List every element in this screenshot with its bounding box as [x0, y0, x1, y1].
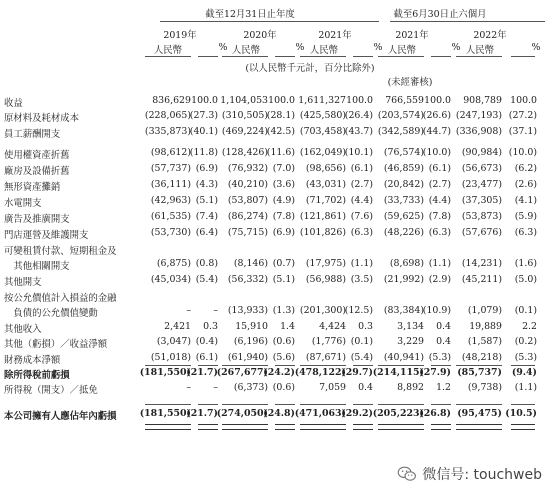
cell-percent: (2.7) — [428, 179, 451, 190]
total-double-rule — [353, 424, 373, 430]
row-label: 所得稅（開支）／抵免 — [4, 385, 98, 396]
cell-percent: 0.4 — [358, 382, 373, 393]
subtotal-rule — [300, 365, 346, 366]
row-label: 可變租賃付款、短期租金及 — [4, 246, 117, 257]
cell-amount: (6,875) — [156, 258, 191, 269]
year-2021-half: 2021年 — [395, 30, 429, 41]
cell-amount: (57,676) — [461, 227, 502, 238]
cell-amount: (471,063) — [294, 408, 346, 419]
cell-percent: (12.5) — [344, 305, 373, 316]
cell-amount: (53,807) — [227, 195, 268, 206]
row-label: 廠房及設備折舊 — [4, 166, 70, 177]
cell-percent: (1.1) — [350, 258, 373, 269]
cell-percent: (29.2) — [341, 408, 373, 419]
cell-percent: (5.4) — [195, 274, 218, 285]
cell-amount: 766,559 — [385, 95, 424, 106]
total-rule — [511, 404, 535, 405]
cell-amount: (48,218) — [461, 352, 502, 363]
total-rule — [145, 404, 191, 405]
cell-percent: (44.7) — [422, 126, 451, 137]
cell-percent: 0.4 — [436, 321, 451, 332]
cell-amount: (181,550) — [139, 408, 191, 419]
cell-percent: (4.1) — [514, 195, 537, 206]
cell-amount: (1,776) — [311, 336, 346, 347]
cell-amount: 3,134 — [397, 321, 424, 332]
cell-amount: (3,047) — [156, 336, 191, 347]
cell-amount: (61,940) — [227, 352, 268, 363]
cell-amount: (75,715) — [227, 227, 268, 238]
cell-percent: (6.1) — [428, 163, 451, 174]
cell-percent: (6.1) — [350, 163, 373, 174]
wechat-icon — [397, 466, 417, 482]
cell-percent: (4.4) — [350, 195, 373, 206]
cell-amount: 4,424 — [319, 321, 346, 332]
cell-amount: (14,231) — [461, 258, 502, 269]
total-rule — [431, 404, 451, 405]
col-rule-2 — [198, 56, 218, 57]
total-double-rule — [198, 424, 218, 430]
cell-amount: (46,859) — [383, 163, 424, 174]
cell-percent: (6.1) — [195, 352, 218, 363]
total-double-rule — [378, 424, 424, 430]
cell-percent: 0.3 — [203, 321, 218, 332]
currency-2020: 人民幣 — [231, 45, 261, 56]
total-rule — [198, 404, 218, 405]
cell-percent: (9.4) — [511, 367, 537, 378]
cell-percent: (24.8) — [263, 408, 295, 419]
cell-percent: (0.6) — [272, 336, 295, 347]
cell-percent: (0.6) — [272, 382, 295, 393]
watermark — [397, 464, 542, 484]
cell-amount: (71,702) — [305, 195, 346, 206]
cell-percent: 100.0 — [191, 95, 218, 106]
cell-percent: (5.4) — [350, 352, 373, 363]
cell-amount: (87,671) — [305, 352, 346, 363]
cell-amount: (53,730) — [150, 227, 191, 238]
total-double-rule — [431, 424, 451, 430]
cell-percent: (26.8) — [419, 408, 451, 419]
row-label: 其他收入 — [4, 324, 42, 335]
col-rule-7 — [378, 56, 424, 57]
cell-percent: (5.6) — [272, 352, 295, 363]
cell-amount: (42,963) — [150, 195, 191, 206]
cell-amount: (20,842) — [383, 179, 424, 190]
cell-percent: (5.1) — [272, 274, 295, 285]
total-double-rule — [300, 424, 346, 430]
year-2021: 2021年 — [318, 30, 352, 41]
cell-percent: 100.0 — [346, 95, 373, 106]
cell-percent: (37.1) — [508, 126, 537, 137]
cell-percent: (0.4) — [195, 336, 218, 347]
cell-amount: (214,115) — [372, 367, 424, 378]
total-double-rule — [511, 424, 535, 430]
row-label: 無形資產攤銷 — [4, 182, 61, 193]
total-double-rule — [145, 424, 191, 430]
cell-amount: (57,737) — [150, 163, 191, 174]
cell-amount: 8,892 — [397, 382, 424, 393]
cell-percent: (11.8) — [189, 147, 218, 158]
cell-percent: (10.0) — [508, 147, 537, 158]
cell-percent: (28.1) — [266, 110, 295, 121]
col-rule-4 — [275, 56, 295, 57]
cell-percent: (7.8) — [428, 211, 451, 222]
cell-amount: (33,733) — [383, 195, 424, 206]
cell-amount: (8,146) — [233, 258, 268, 269]
cell-percent: (10.9) — [422, 305, 451, 316]
cell-percent: 100.0 — [268, 95, 295, 106]
currency-2021-half: 人民幣 — [387, 45, 417, 56]
col-rule-3 — [222, 56, 268, 57]
cell-amount: (36,111) — [150, 179, 191, 190]
cell-percent: (1.3) — [272, 305, 295, 316]
cell-amount: (21,992) — [383, 274, 424, 285]
subtotal-rule — [378, 365, 424, 366]
year-2019: 2019年 — [163, 30, 197, 41]
cell-percent: 0.4 — [436, 336, 451, 347]
subtotal-rule — [353, 365, 373, 366]
cell-amount: (17,975) — [305, 258, 346, 269]
cell-amount: (274,050) — [216, 408, 268, 419]
cell-amount: (1,079) — [467, 305, 502, 316]
cell-amount: 15,910 — [235, 321, 268, 332]
cell-amount: (43,031) — [305, 179, 346, 190]
cell-percent: (0.8) — [195, 258, 218, 269]
currency-2019: 人民幣 — [153, 45, 183, 56]
cell-amount: (56,332) — [227, 274, 268, 285]
cell-amount: (45,211) — [461, 274, 502, 285]
cell-amount: (6,196) — [233, 336, 268, 347]
unaudited-note: (未經審核) — [387, 77, 433, 88]
row-label: 按公允價值計入損益的金融 — [4, 293, 117, 304]
cell-amount: (267,677) — [216, 367, 268, 378]
row-label: 本公司擁有人應佔年內虧損 — [4, 411, 117, 422]
cell-percent: (5.3) — [428, 352, 451, 363]
cell-percent: (26.4) — [344, 110, 373, 121]
row-label: 員工薪酬開支 — [4, 129, 61, 140]
cell-amount: (162,049) — [299, 147, 346, 158]
currency-2021: 人民幣 — [309, 45, 339, 56]
cell-amount: (247,193) — [455, 110, 502, 121]
cell-amount: (336,908) — [455, 126, 502, 137]
cell-percent: (0.7) — [272, 258, 295, 269]
cell-amount: 1,104,053 — [220, 95, 268, 106]
total-double-rule — [456, 424, 502, 430]
cell-amount: (76,574) — [383, 147, 424, 158]
cell-percent: (24.2) — [263, 367, 295, 378]
row-label: 使用權資產折舊 — [4, 150, 70, 161]
cell-percent: 2.2 — [522, 321, 537, 332]
subtotal-rule — [431, 365, 451, 366]
cell-percent: (6.2) — [514, 163, 537, 174]
cell-amount: (342,589) — [377, 126, 424, 137]
row-label: 其他開支 — [4, 277, 42, 288]
cell-amount: 19,889 — [469, 321, 502, 332]
cell-amount: (121,861) — [299, 211, 346, 222]
cell-percent: (42.5) — [266, 126, 295, 137]
cell-percent: (3.6) — [272, 179, 295, 190]
currency-2022-half: 人民幣 — [465, 45, 495, 56]
year-2020: 2020年 — [243, 30, 277, 41]
cell-amount: – — [186, 305, 191, 316]
cell-amount: (61,535) — [150, 211, 191, 222]
cell-amount: (101,826) — [299, 227, 346, 238]
cell-percent: (7.0) — [272, 163, 295, 174]
cell-amount: (8,698) — [389, 258, 424, 269]
row-label: 門店運營及維護開支 — [4, 230, 89, 241]
watermark-text: 微信号: touchweb — [422, 467, 542, 483]
cell-amount: (40,941) — [383, 352, 424, 363]
cell-amount: (9,738) — [467, 382, 502, 393]
cell-amount: 908,789 — [463, 95, 502, 106]
cell-amount: (128,426) — [221, 147, 268, 158]
col-rule-6 — [353, 56, 373, 57]
cell-amount: (703,458) — [299, 126, 346, 137]
cell-amount: (98,656) — [305, 163, 346, 174]
cell-amount: (51,018) — [150, 352, 191, 363]
subtotal-rule — [275, 365, 295, 366]
cell-amount: (98,612) — [150, 147, 191, 158]
cell-percent: (6.9) — [195, 163, 218, 174]
cell-percent: (2.7) — [350, 179, 373, 190]
cell-amount: (59,625) — [383, 211, 424, 222]
cell-percent: (6.9) — [272, 227, 295, 238]
pct-2019: % — [218, 42, 228, 53]
total-rule — [222, 404, 268, 405]
units-note: (以人民幣千元計，百分比除外) — [245, 63, 375, 74]
cell-percent: 1.2 — [436, 382, 451, 393]
subtotal-rule — [222, 365, 268, 366]
cell-percent: (5.3) — [514, 352, 537, 363]
subtotal-rule — [198, 365, 218, 366]
cell-amount: (310,505) — [221, 110, 268, 121]
cell-percent: (0.2) — [514, 336, 537, 347]
total-rule — [456, 404, 502, 405]
cell-percent: 1.4 — [280, 321, 295, 332]
pct-2021: % — [373, 42, 383, 53]
subtotal-rule — [511, 365, 535, 366]
row-label: 原材料及耗材成本 — [4, 113, 80, 124]
cell-amount: (23,477) — [461, 179, 502, 190]
cell-amount: (40,210) — [227, 179, 268, 190]
pct-2020: % — [295, 42, 305, 53]
row-label: 水電開支 — [4, 198, 42, 209]
cell-percent: (26.6) — [422, 110, 451, 121]
period-half-rule — [390, 21, 545, 22]
row-label: 其他（虧損）／收益淨額 — [4, 339, 108, 350]
cell-amount: (48,226) — [383, 227, 424, 238]
cell-amount: (6,373) — [233, 382, 268, 393]
cell-percent: (21.7) — [186, 367, 218, 378]
cell-amount: (335,873) — [144, 126, 191, 137]
cell-percent: (1.6) — [514, 258, 537, 269]
cell-percent: (6.3) — [514, 227, 537, 238]
cell-percent: 100.0 — [510, 95, 537, 106]
cell-percent: (5.0) — [514, 274, 537, 285]
total-double-rule — [222, 424, 268, 430]
cell-percent: (7.6) — [350, 211, 373, 222]
cell-amount: (181,550) — [139, 367, 191, 378]
cell-amount: (45,034) — [150, 274, 191, 285]
cell-percent: (0.1) — [514, 305, 537, 316]
cell-amount: (201,300) — [299, 305, 346, 316]
cell-amount: (228,065) — [144, 110, 191, 121]
cell-percent: (43.7) — [344, 126, 373, 137]
cell-amount: (56,673) — [461, 163, 502, 174]
cell-percent: (5.1) — [195, 195, 218, 206]
row-label: 除所得稅前虧損 — [4, 370, 70, 381]
cell-amount: (53,873) — [461, 211, 502, 222]
cell-percent: (7.4) — [195, 211, 218, 222]
total-rule — [353, 404, 373, 405]
cell-amount: (76,932) — [227, 163, 268, 174]
cell-percent: (21.7) — [186, 408, 218, 419]
total-rule — [300, 404, 346, 405]
cell-percent: (6.4) — [195, 227, 218, 238]
cell-percent: (27.3) — [189, 110, 218, 121]
total-rule — [275, 404, 295, 405]
cell-percent: (6.3) — [428, 227, 451, 238]
cell-percent: (10.5) — [505, 408, 537, 419]
cell-amount: (425,580) — [299, 110, 346, 121]
row-label: 收益 — [4, 98, 23, 109]
col-rule-9 — [456, 56, 502, 57]
col-rule-1 — [145, 56, 191, 57]
cell-amount: 3,229 — [397, 336, 424, 347]
cell-percent: (7.8) — [272, 211, 295, 222]
cell-amount: 836,629 — [152, 95, 191, 106]
cell-amount: (85,737) — [457, 367, 502, 378]
cell-percent: (1.1) — [514, 382, 537, 393]
period-full-year-header: 截至12月31日止年度 — [205, 9, 295, 20]
cell-percent: (4.3) — [195, 179, 218, 190]
cell-amount: (56,988) — [305, 274, 346, 285]
cell-percent: (4.4) — [428, 195, 451, 206]
cell-amount: (90,984) — [461, 147, 502, 158]
cell-amount: (203,574) — [377, 110, 424, 121]
row-label: 廣告及推廣開支 — [4, 214, 70, 225]
cell-amount: (37,305) — [461, 195, 502, 206]
subtotal-rule — [145, 365, 191, 366]
cell-percent: (0.1) — [350, 336, 373, 347]
cell-percent: (10.1) — [344, 147, 373, 158]
period-half-year-header: 截至6月30日止六個月 — [393, 9, 487, 20]
col-rule-8 — [431, 56, 451, 57]
pct-2021-half: % — [451, 42, 461, 53]
cell-percent: – — [213, 305, 218, 316]
cell-percent: (4.9) — [272, 195, 295, 206]
col-rule-5 — [300, 56, 346, 57]
cell-percent: (5.9) — [514, 211, 537, 222]
cell-amount: (469,224) — [221, 126, 268, 137]
total-rule — [378, 404, 424, 405]
period-full-rule — [160, 21, 379, 22]
row-label: 其他相關開支 — [4, 261, 70, 272]
cell-amount: (478,122) — [294, 367, 346, 378]
cell-percent: (10.0) — [422, 147, 451, 158]
cell-amount: – — [186, 382, 191, 393]
subtotal-rule — [456, 365, 502, 366]
row-label: 財務成本淨額 — [4, 355, 61, 366]
cell-percent: (2.9) — [428, 274, 451, 285]
cell-amount: (205,223) — [372, 408, 424, 419]
cell-percent: – — [213, 382, 218, 393]
cell-amount: (13,933) — [227, 305, 268, 316]
cell-percent: (29.7) — [341, 367, 373, 378]
cell-percent: (1.1) — [428, 258, 451, 269]
col-rule-10 — [511, 56, 535, 57]
cell-percent: (40.1) — [189, 126, 218, 137]
year-2022-half: 2022年 — [473, 30, 507, 41]
cell-percent: 100.0 — [424, 95, 451, 106]
cell-amount: 1,611,327 — [298, 95, 346, 106]
cell-amount: (1,587) — [467, 336, 502, 347]
cell-amount: (83,384) — [383, 305, 424, 316]
cell-percent: (11.6) — [266, 147, 295, 158]
cell-percent: (27.9) — [419, 367, 451, 378]
cell-amount: (86,274) — [227, 211, 268, 222]
cell-percent: (27.2) — [508, 110, 537, 121]
cell-amount: (95,475) — [457, 408, 502, 419]
cell-percent: (3.5) — [350, 274, 373, 285]
total-double-rule — [275, 424, 295, 430]
row-label: 負債的公允價值變動 — [4, 308, 98, 319]
cell-amount: 2,421 — [164, 321, 191, 332]
cell-percent: (6.3) — [350, 227, 373, 238]
cell-amount: 7,059 — [319, 382, 346, 393]
cell-percent: (2.6) — [514, 179, 537, 190]
pct-2022-half: % — [531, 42, 541, 53]
cell-percent: 0.3 — [358, 321, 373, 332]
